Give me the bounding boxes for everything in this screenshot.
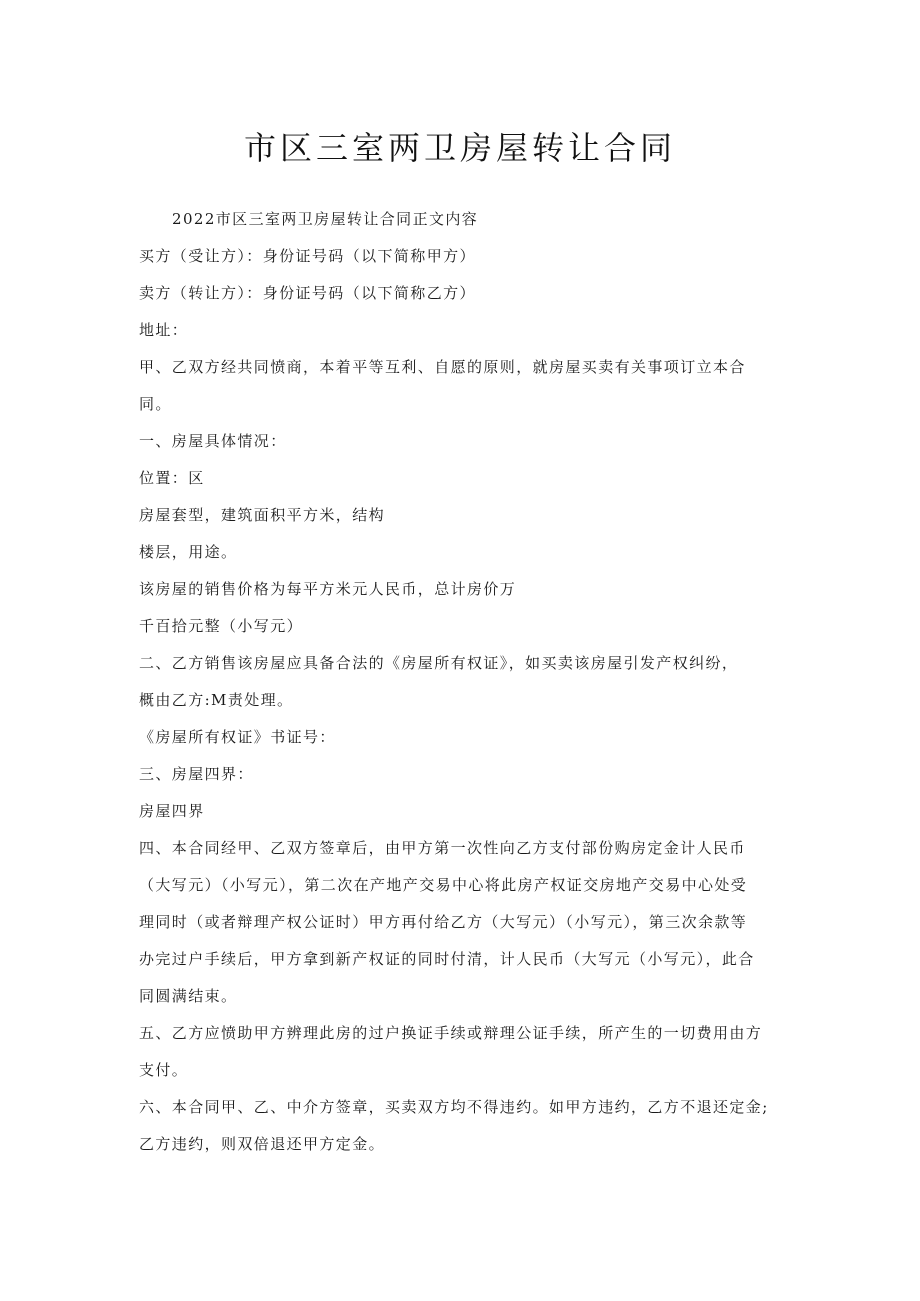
paragraph-line: 二、乙方销售该房屋应具备合法的《房屋所有权证》，如买卖该房屋引发产权纠纷，: [139, 654, 739, 672]
paragraph-line: 甲、乙双方经共同愤商，本着平等互利、自愿的原则，就房屋买卖有关事项订立本合: [139, 358, 746, 376]
paragraph-line: 一、房屋具体情况：: [139, 432, 287, 450]
paragraph-line: 三、房屋四界：: [139, 765, 254, 783]
paragraph-line: 六、本合同甲、乙、中介方签章，买卖双方均不得违约。如甲方违约，乙方不退还定金;: [139, 1098, 769, 1116]
paragraph-line: 五、乙方应愤助甲方辨理此房的过户换证手续或辩理公证手续，所产生的一切费用由方: [139, 1024, 763, 1042]
paragraph-line: 地址：: [139, 321, 189, 339]
document-title: 市区三室两卫房屋转让合同: [243, 129, 676, 167]
document-body: [139, 201, 787, 1163]
paragraph-line: 办完过户手续后，甲方拿到新产权证的同时付清，计人民币（大写元（小写元），此合: [139, 950, 755, 968]
paragraph-line: 位置：区: [139, 469, 205, 487]
paragraph-line: 乙方违约，则双倍退还甲方定金。: [139, 1135, 386, 1153]
paragraph-line: 同圆满结束。: [139, 987, 238, 1005]
paragraph-line: 千百拾元整（小写元）: [139, 617, 304, 635]
paragraph-line: 买方（受让方）：身份证号码（以下简称甲方）: [139, 247, 476, 265]
paragraph-line: 房屋套型，建筑面积平方米，结构: [139, 506, 386, 524]
paragraph-line: 理同时（或者辩理产权公证时）甲方再付给乙方（大写元）（小写元），第三次余款等: [139, 913, 748, 931]
paragraph-line: 同。: [139, 395, 172, 413]
paragraph-line: 四、本合同经甲、乙双方签章后，由甲方第一次性向乙方支付部份购房定金计人民币: [139, 839, 746, 857]
paragraph-line: 概由乙方:M责处理。: [139, 691, 294, 709]
paragraph-line: 该房屋的销售价格为每平方米元人民币，总计房价万: [139, 580, 517, 598]
paragraph-line: （大写元）（小写元），第二次在产地产交易中心将此房产权证交房地产交易中心处受: [139, 876, 748, 894]
paragraph-line: 卖方（转让方）：身份证号码（以下简称乙方）: [139, 284, 476, 302]
paragraph-line: 2022市区三室两卫房屋转让合同正文内容: [172, 210, 479, 228]
paragraph-line: 楼层，用途。: [139, 543, 238, 561]
paragraph-line: 房屋四界: [139, 802, 205, 820]
paragraph-line: 支付。: [139, 1061, 189, 1079]
paragraph-line: 《房屋所有权证》书证号：: [139, 728, 336, 746]
